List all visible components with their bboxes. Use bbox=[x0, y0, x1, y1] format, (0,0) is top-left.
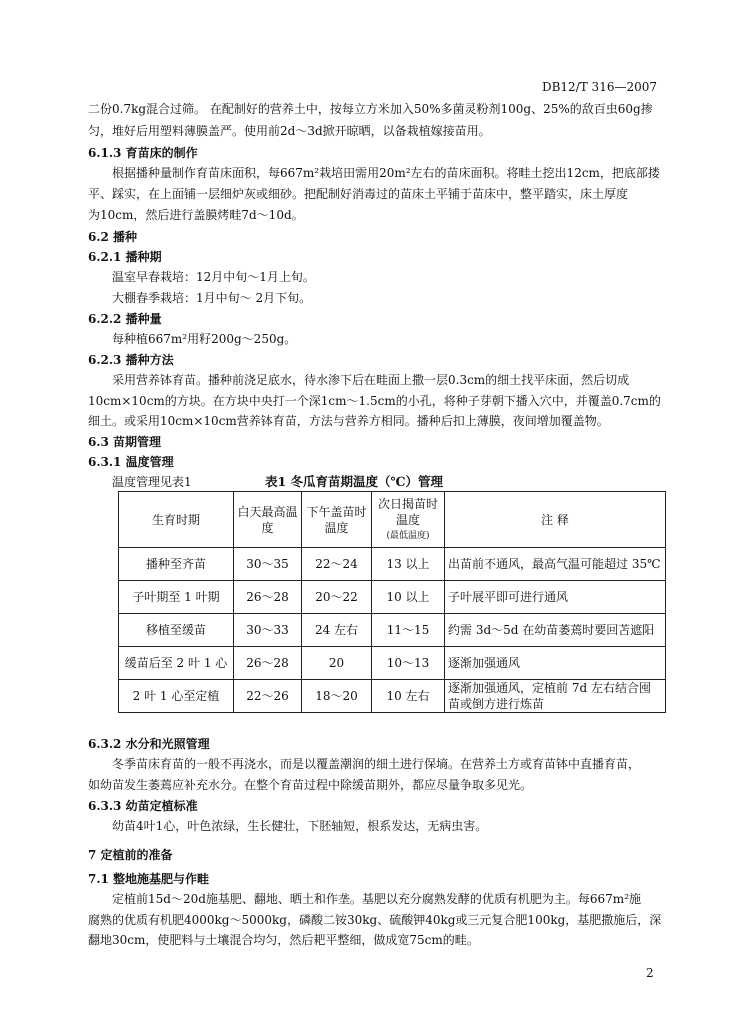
paragraph-line: 采用营养钵育苗。播种前浇足底水，待水渗下后在畦面上撒一层0.3cm的细土找平床面，然后切成 bbox=[112, 373, 630, 387]
cell-stage: 子叶期至 1 叶期 bbox=[119, 581, 234, 614]
cell-day-max: 26～28 bbox=[234, 647, 302, 680]
section-heading-6-2-3: 6.2.3 播种方法 bbox=[88, 353, 174, 367]
section-heading-6-1-3: 6.1.3 育苗床的制作 bbox=[88, 146, 198, 160]
section-heading-7: 7 定植前的准备 bbox=[88, 848, 173, 862]
cell-next-open: 10 左右 bbox=[372, 680, 445, 713]
table-row bbox=[119, 548, 666, 581]
section-heading-6-3-1: 6.3.1 温度管理 bbox=[88, 455, 174, 469]
paragraph-line: 如幼苗发生萎蔫应补充水分。在整个育苗过程中除缓苗期外，都应尽量争取多见光。 bbox=[88, 778, 533, 792]
header-next-open bbox=[372, 492, 445, 548]
section-heading-6-3-3: 6.3.3 幼苗定植标准 bbox=[88, 799, 198, 813]
table-header-row bbox=[119, 492, 666, 548]
paragraph-line: 腐熟的优质有机肥4000kg～5000kg，磷酸二铵30kg、硫酸钾40kg或三元复合肥100kg，基肥撒施后，深 bbox=[88, 913, 662, 927]
cell-stage: 缓苗后至 2 叶 1 心 bbox=[119, 647, 234, 680]
cell-pm-cover: 18～20 bbox=[302, 680, 372, 713]
section-heading-6-3-2: 6.3.2 水分和光照管理 bbox=[88, 737, 210, 751]
cell-stage: 2 叶 1 心至定植 bbox=[119, 680, 234, 713]
paragraph-line: 翻地30cm，使肥料与土壤混合均匀，然后耙平整细，做成宽75cm的畦。 bbox=[88, 933, 479, 947]
table-caption: 表1 冬瓜育苗期温度（℃）管理 bbox=[265, 474, 444, 489]
paragraph-line: 二份0.7kg混合过筛。 在配制好的营养土中，按每立方米加入50%多菌灵粉剂100g、25%的敌百虫60g掺 bbox=[88, 102, 653, 116]
header-pm-cover: 下午盖苗时温度 bbox=[302, 492, 372, 548]
paragraph-line: 为10cm，然后进行盖膜烤畦7d～10d。 bbox=[88, 208, 304, 222]
paragraph-line: 温度管理见表1 bbox=[112, 475, 192, 489]
section-heading-6-2-2: 6.2.2 播种量 bbox=[88, 312, 162, 326]
cell-stage: 移植至缓苗 bbox=[119, 614, 234, 647]
cell-note: 出苗前不通风，最高气温可能超过 35℃ bbox=[445, 548, 666, 581]
header-note: 注 释 bbox=[445, 492, 666, 548]
temperature-table bbox=[118, 491, 666, 713]
cell-day-max: 30～33 bbox=[234, 614, 302, 647]
cell-next-open: 10～13 bbox=[372, 647, 445, 680]
paragraph-line: 幼苗4叶1心，叶色浓绿，生长健壮，下胚轴短，根系发达，无病虫害。 bbox=[112, 819, 488, 833]
paragraph-line: 温室早春栽培：12月中旬～1月上旬。 bbox=[112, 270, 315, 284]
paragraph-line: 细土。或采用10cm×10cm营养钵育苗，方法与营养方相同。播种后扣上薄膜，夜间增加覆盖物。 bbox=[88, 414, 609, 428]
paragraph-line: 冬季苗床育苗的一般不再浇水，而是以覆盖潮润的细土进行保墒。在营养土方或育苗钵中直播育苗， bbox=[112, 757, 641, 771]
document-code: DB12/T 316—2007 bbox=[541, 80, 657, 94]
cell-pm-cover: 20～22 bbox=[302, 581, 372, 614]
cell-next-open: 11～15 bbox=[372, 614, 445, 647]
cell-pm-cover: 24 左右 bbox=[302, 614, 372, 647]
paragraph-line: 每种植667m²用籽200g～250g。 bbox=[112, 332, 297, 346]
paragraph-line: 根据播种量制作育苗床面积，每667m²栽培田需用20m²左右的苗床面积。将畦土挖出12cm，把底部搂 bbox=[112, 166, 660, 180]
table-row bbox=[119, 581, 666, 614]
paragraph-line: 匀，堆好后用塑料薄膜盖严。使用前2d～3d掀开晾晒，以备栽植嫁接苗用。 bbox=[88, 124, 491, 138]
paragraph-line: 定植前15d～20d施基肥、翻地、晒土和作垄。基肥以充分腐熟发酵的优质有机肥为主。每667m²施 bbox=[112, 892, 641, 906]
cell-next-open: 13 以上 bbox=[372, 548, 445, 581]
cell-note: 约需 3d～5d 在幼苗萎蔫时要回苫遮阳 bbox=[445, 614, 666, 647]
cell-note: 子叶展平即可进行通风 bbox=[445, 581, 666, 614]
cell-day-max: 30～35 bbox=[234, 548, 302, 581]
page-number: 2 bbox=[646, 966, 654, 980]
cell-note: 逐渐加强通风，定植前 7d 左右结合囤苗或倒方进行炼苗 bbox=[445, 680, 666, 713]
section-heading-6-2: 6.2 播种 bbox=[88, 230, 138, 244]
header-next-open-main: 次日揭苗时温度 bbox=[377, 496, 438, 527]
table-row bbox=[119, 614, 666, 647]
section-heading-6-2-1: 6.2.1 播种期 bbox=[88, 250, 162, 264]
table-row bbox=[119, 680, 666, 713]
cell-stage: 播种至齐苗 bbox=[119, 548, 234, 581]
cell-pm-cover: 20 bbox=[302, 647, 372, 680]
section-heading-6-3: 6.3 苗期管理 bbox=[88, 435, 162, 449]
cell-pm-cover: 22～24 bbox=[302, 548, 372, 581]
paragraph-line: 平、踩实，在上面铺一层细炉灰或细砂。把配制好消毒过的苗床土平铺于苗床中，整平踏实，床土厚度 bbox=[88, 187, 629, 201]
section-heading-7-1: 7.1 整地施基肥与作畦 bbox=[88, 872, 210, 886]
header-day-max: 白天最高温度 bbox=[234, 492, 302, 548]
header-next-open-sub: (最低温度) bbox=[386, 530, 430, 541]
paragraph-line: 大棚春季栽培：1月中旬～ 2月下旬。 bbox=[112, 291, 312, 305]
cell-day-max: 26～28 bbox=[234, 581, 302, 614]
cell-day-max: 22～26 bbox=[234, 680, 302, 713]
paragraph-line: 10cm×10cm的方块。在方块中央打一个深1cm～1.5cm的小孔，将种子芽朝下播入穴中，并覆盖0.7cm的 bbox=[88, 394, 661, 408]
table-row bbox=[119, 647, 666, 680]
cell-next-open: 10 以上 bbox=[372, 581, 445, 614]
header-stage: 生育时期 bbox=[119, 492, 234, 548]
cell-note: 逐渐加强通风 bbox=[445, 647, 666, 680]
